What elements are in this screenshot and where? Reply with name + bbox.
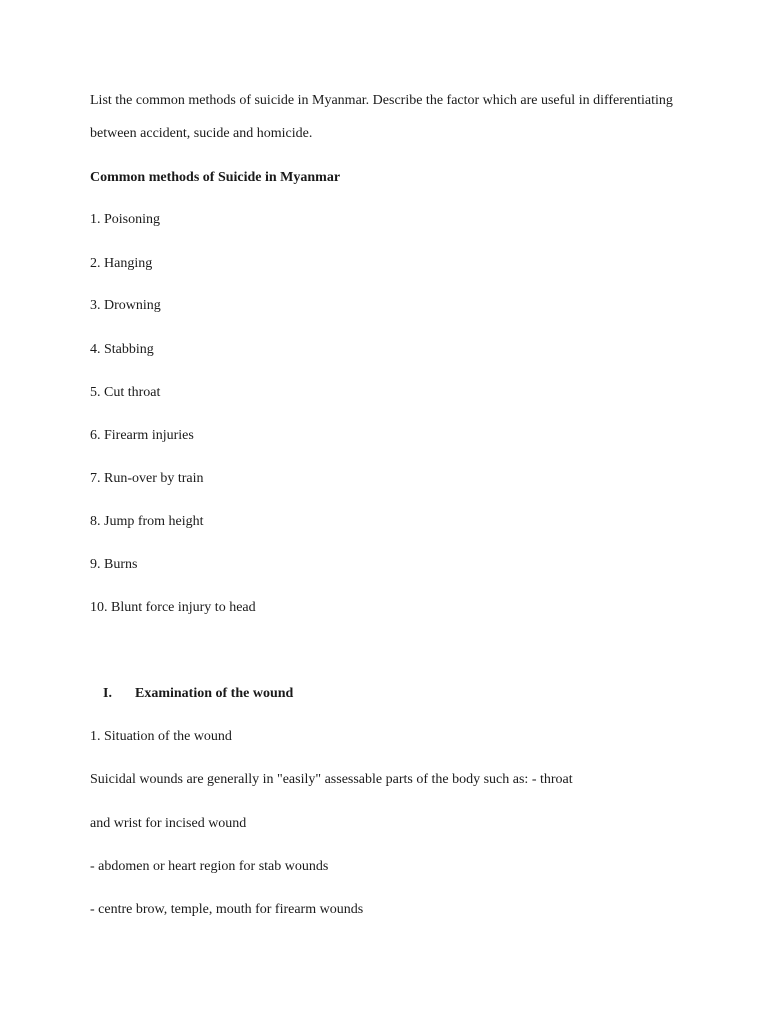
question-line-1: List the common methods of suicide in Myanmar. Describe the factor which are useful in differentiating bbox=[90, 93, 673, 108]
method-item-1: 1. Poisoning bbox=[90, 212, 161, 227]
method-item-7: 7. Run-over by train bbox=[90, 471, 204, 486]
subheading: 1. Situation of the wound bbox=[90, 729, 232, 744]
method-item-5: 5. Cut throat bbox=[90, 385, 161, 400]
methods-heading: Common methods of Suicide in Myanmar bbox=[90, 170, 341, 185]
method-item-3: 3. Drowning bbox=[90, 298, 161, 313]
method-item-2: 2. Hanging bbox=[90, 256, 153, 271]
method-item-8: 8. Jump from height bbox=[90, 514, 204, 529]
method-item-6: 6. Firearm injuries bbox=[90, 428, 194, 443]
section-heading bbox=[103, 685, 293, 703]
question-line-2: between accident, sucide and homicide. bbox=[90, 126, 313, 141]
section-number: I. bbox=[103, 686, 112, 701]
section-title: Examination of the wound bbox=[135, 686, 294, 701]
method-item-9: 9. Burns bbox=[90, 557, 138, 572]
method-item-4: 4. Stabbing bbox=[90, 342, 154, 357]
bullet-firearm-wounds: - centre brow, temple, mouth for firearm wounds bbox=[90, 902, 364, 917]
paragraph-line-1: Suicidal wounds are generally in "easily" assessable parts of the body such as: - throat bbox=[90, 772, 573, 787]
method-item-10: 10. Blunt force injury to head bbox=[90, 600, 256, 615]
bullet-stab-wounds: - abdomen or heart region for stab wounds bbox=[90, 859, 329, 874]
paragraph-line-2: and wrist for incised wound bbox=[90, 816, 247, 831]
